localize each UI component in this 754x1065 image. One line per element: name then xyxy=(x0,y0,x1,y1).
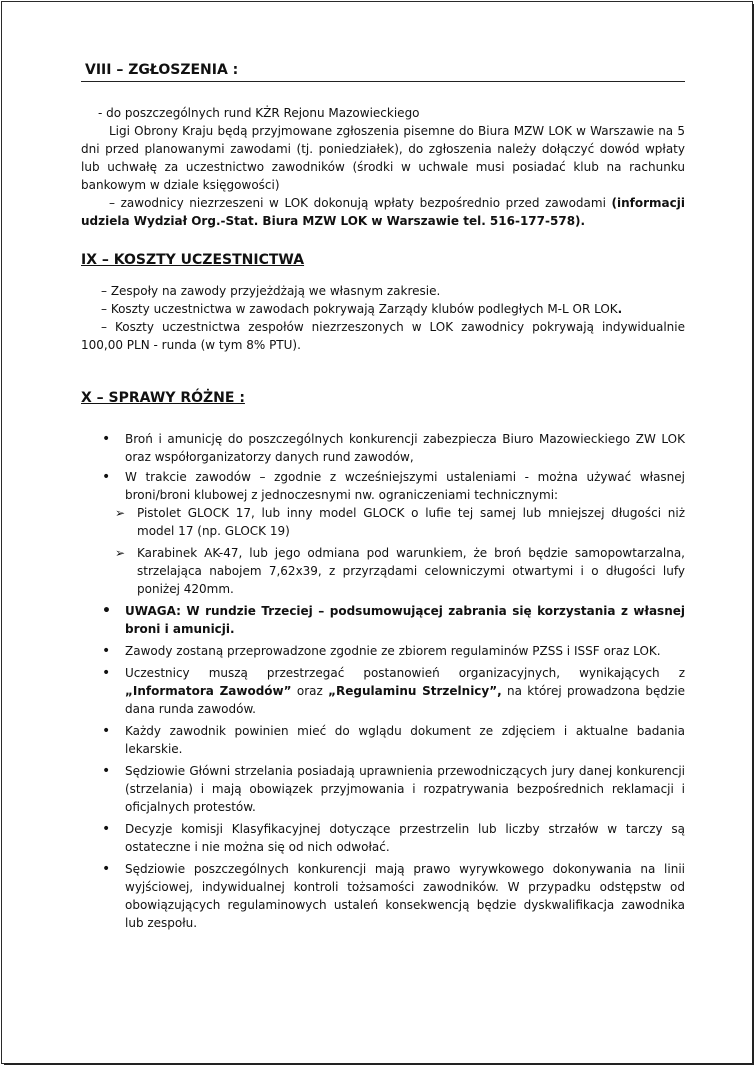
sublist-item xyxy=(81,504,685,540)
section-viii-heading: VIII – ZGŁOSZENIA : xyxy=(81,60,685,82)
section-viii-paragraph-1: Ligi Obrony Kraju będą przyjmowane zgłoszenia pisemne do Biura MZW LOK w Warszawie na 5 dni przed planowanymi zawodami (tj. poniedziałek), do zgłoszenia należy dołączyć dowód wpłaty lub uchwałę za uczestnictwo zawodników (środki w uchwale musi posiadać klub na rachunku bankowym w dziale księgowości) xyxy=(81,124,685,192)
list-item-text: Każdy zawodnik powinien mieć do wglądu dokument ze zdjęciem i aktualne badania lekarskie. xyxy=(125,724,685,756)
section-ix-item-2 xyxy=(81,300,685,318)
section-x-sublist xyxy=(81,504,685,598)
section-viii-paragraph-2-text: – zawodnicy niezrzeszeni w LOK dokonują wpłaty bezpośrednio przed zawodami xyxy=(109,196,612,210)
bullet-icon: • xyxy=(102,665,111,681)
section-viii-paragraph-2-end: . xyxy=(580,214,586,228)
sublist-item xyxy=(81,544,685,598)
list-item-text: Zawody zostaną przeprowadzone zgodnie ze zbiorem regulaminów PZSS i ISSF oraz LOK. xyxy=(125,644,661,658)
bullet-icon: • xyxy=(102,431,111,447)
list-item xyxy=(81,664,685,718)
bullet-icon: • xyxy=(102,821,111,837)
list-item xyxy=(81,722,685,758)
bullet-icon: • xyxy=(102,469,111,485)
list-item-text: Decyzje komisji Klasyfikacyjnej dotyczące przestrzelin lub liczby strzałów w tarczy są ostateczne i nie można się od nich odwołać. xyxy=(125,822,685,854)
arrow-bullet-icon: ➢ xyxy=(115,546,126,560)
section-ix-item-3: – Koszty uczestnictwa zespołów niezrzeszonych w LOK zawodnicy pokrywają indywidualnie 100,00 PLN - runda (w tym 8% PTU). xyxy=(81,320,685,352)
list-item xyxy=(81,820,685,856)
bullet-icon: • xyxy=(102,861,111,877)
section-ix-item-2-end: . xyxy=(617,302,623,316)
list-item-text: W trakcie zawodów – zgodnie z wcześniejszymi ustaleniami - można używać własnej broni/broni klubowej z jednoczesnymi nw. ograniczeniami technicznymi: xyxy=(125,470,685,502)
bullet-icon: • xyxy=(102,643,111,659)
list-item-text: Broń i amunicję do poszczególnych konkurencji zabezpiecza Biuro Mazowieckiego ZW LOK oraz współorganizatorzy danych rund zawodów, xyxy=(125,432,685,464)
section-viii-line-1: - do poszczególnych rund KŻR Rejonu Mazowieckiego xyxy=(98,106,420,120)
section-viii-contact-info: (informacji udziela Wydział Org.-Stat. Biura MZW LOK w Warszawie tel. 516-177-578) xyxy=(81,196,685,228)
list-item-text: na której prowadzona będzie dana runda zawodów. xyxy=(125,684,685,716)
section-x-list-continued xyxy=(81,602,685,932)
list-item-text: oraz xyxy=(291,684,329,698)
list-item xyxy=(81,642,685,660)
section-viii-paragraph-2 xyxy=(81,194,685,230)
section-ix-item-1: – Zespoły na zawody przyjeżdżają we własnym zakresie. xyxy=(101,284,441,298)
list-item xyxy=(81,468,685,504)
section-viii xyxy=(81,60,685,230)
list-item xyxy=(81,860,685,932)
section-ix-item-2-text: – Koszty uczestnictwa w zawodach pokrywają Zarządy klubów podległych M-L OR LOK xyxy=(101,302,618,316)
list-item xyxy=(81,762,685,816)
sublist-item-text: Karabinek AK-47, lub jego odmiana pod warunkiem, że broń będzie samopowtarzalna, strzelająca nabojem 7,62x39, z przyrządami celowniczymi otwartymi i o długości lufy poniżej 420mm. xyxy=(137,546,685,596)
reference-informator: „Informatora Zawodów” xyxy=(125,684,292,698)
list-item-text: Sędziowie Główni strzelania posiadają uprawnienia przewodniczących jury danej konkurencji (strzelania) i mają obowiązek przyjmowania i rozpatrywania bezpośrednich reklamacji i oficjalnych protestów. xyxy=(125,764,685,814)
section-x-list xyxy=(81,430,685,504)
section-x xyxy=(81,388,685,932)
section-x-heading: X – SPRAWY RÓŻNE : xyxy=(81,390,245,406)
bullet-icon: • xyxy=(102,723,111,739)
list-item-warning xyxy=(81,602,685,638)
list-item-text: Sędziowie poszczególnych konkurencji mają prawo wyrywkowego dokonywania na linii wyjściowej, indywidualnej kontroli tożsamości zawodników. W przypadku odstępstw od obowiązujących regulaminowych ustaleń konsekwencją będzie dyskwalifikacja zawodnika lub zespołu. xyxy=(125,862,685,930)
bullet-icon: • xyxy=(102,603,111,619)
section-ix-heading: IX – KOSZTY UCZESTNICTWA xyxy=(81,252,305,268)
document-content xyxy=(81,60,685,932)
reference-regulamin: „Regulaminu Strzelnicy”, xyxy=(328,684,502,698)
bullet-icon: • xyxy=(102,763,111,779)
sublist-item-text: Pistolet GLOCK 17, lub inny model GLOCK o lufie tej samej lub mniejszej długości niż model 17 (np. GLOCK 19) xyxy=(137,506,685,538)
list-item xyxy=(81,430,685,466)
section-ix xyxy=(81,250,685,354)
arrow-bullet-icon: ➢ xyxy=(115,506,126,520)
warning-text: UWAGA: W rundzie Trzeciej – podsumowującej zabrania się korzystania z własnej broni i amunicji. xyxy=(125,604,685,636)
list-item-text: Uczestnicy muszą przestrzegać postanowień organizacyjnych, wynikających z xyxy=(125,666,685,680)
